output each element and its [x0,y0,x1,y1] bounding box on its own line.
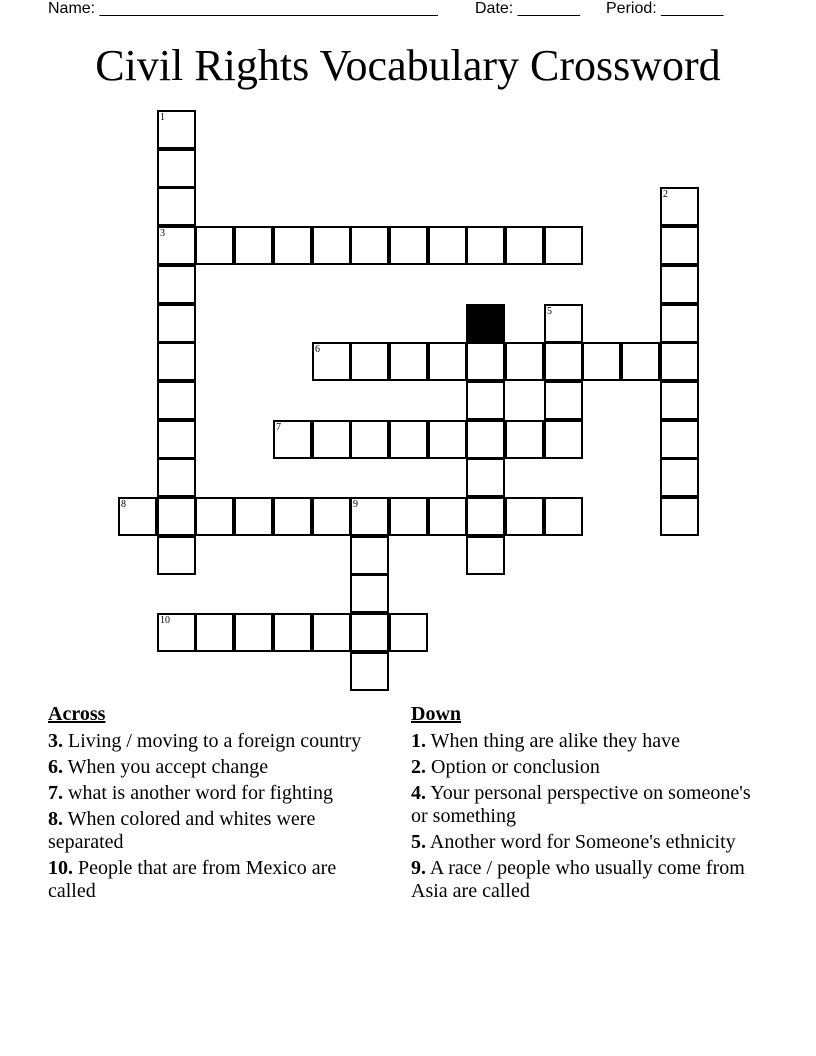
clue-text: Your personal perspective on someone's or something [411,782,751,827]
clue-number: 3. [48,730,63,752]
crossword-cell[interactable] [350,342,389,381]
clue-number: 8. [48,808,63,830]
date-field-label[interactable]: Date: _______ [475,0,580,17]
down-heading: Down [411,703,462,725]
clue-number: 9. [411,857,426,879]
crossword-cell[interactable] [389,497,428,536]
crossword-cell[interactable] [157,342,196,381]
crossword-cell[interactable] [195,613,234,652]
name-field-label[interactable]: Name: ______________________________________ [48,0,438,17]
cell-number: 3 [160,228,165,239]
crossword-cell[interactable] [273,613,312,652]
crossword-cell[interactable] [466,536,505,575]
crossword-cell[interactable] [389,226,428,265]
crossword-cell[interactable] [273,420,312,459]
crossword-cell[interactable] [505,497,544,536]
cell-number: 1 [160,112,165,123]
crossword-cell[interactable] [660,342,699,381]
crossword-black-cell [466,304,505,343]
clue-down-1 [411,730,751,753]
crossword-cell[interactable] [466,226,505,265]
cell-number: 8 [121,499,126,510]
crossword-cell[interactable] [505,420,544,459]
clue-across-6 [48,756,388,779]
clue-down-5 [411,831,751,854]
crossword-cell[interactable] [350,226,389,265]
clue-down-4 [411,782,751,828]
crossword-cell[interactable] [234,497,273,536]
crossword-cell[interactable] [157,149,196,188]
crossword-cell[interactable] [428,226,467,265]
crossword-cell[interactable] [505,342,544,381]
crossword-cell[interactable] [234,613,273,652]
crossword-cell[interactable] [544,226,583,265]
crossword-cell[interactable] [157,226,196,265]
crossword-cell[interactable] [582,342,621,381]
clue-text: Option or conclusion [426,756,600,778]
crossword-cell[interactable] [157,265,196,304]
crossword-cell[interactable] [157,420,196,459]
clue-number: 4. [411,782,426,804]
across-clues [48,702,388,906]
crossword-cell[interactable] [157,187,196,226]
cell-number: 6 [315,344,320,355]
crossword-cell[interactable] [660,420,699,459]
cell-number: 5 [547,306,552,317]
clue-number: 1. [411,730,426,752]
crossword-cell[interactable] [660,458,699,497]
across-heading: Across [48,703,106,725]
crossword-cell[interactable] [157,536,196,575]
crossword-cell[interactable] [660,226,699,265]
crossword-cell[interactable] [195,226,234,265]
crossword-cell[interactable] [312,497,351,536]
crossword-cell[interactable] [389,420,428,459]
clue-number: 7. [48,782,63,804]
crossword-cell[interactable] [157,458,196,497]
crossword-cell[interactable] [544,381,583,420]
crossword-cell[interactable] [466,458,505,497]
crossword-cell[interactable] [350,536,389,575]
down-clues [411,702,751,906]
crossword-cell[interactable] [621,342,660,381]
crossword-cell[interactable] [428,342,467,381]
cell-number: 10 [160,615,170,626]
clue-text: what is another word for fighting [63,782,333,804]
crossword-cell[interactable] [660,381,699,420]
page-title: Civil Rights Vocabulary Crossword [95,41,721,90]
clue-down-2 [411,756,751,779]
crossword-cell[interactable] [660,497,699,536]
crossword-cell[interactable] [312,420,351,459]
crossword-cell[interactable] [157,613,196,652]
clue-across-8 [48,808,388,854]
crossword-cell[interactable] [350,420,389,459]
clue-across-3 [48,730,388,753]
cell-number: 9 [353,499,358,510]
crossword-cell[interactable] [157,304,196,343]
clue-text: Living / moving to a foreign country [63,730,362,752]
crossword-cell[interactable] [273,226,312,265]
crossword-cell[interactable] [389,613,428,652]
cell-number: 4 [469,306,474,317]
clue-down-9 [411,857,751,903]
crossword-cell[interactable] [544,342,583,381]
crossword-cell[interactable] [660,265,699,304]
crossword-cell[interactable] [544,304,583,343]
crossword-cell[interactable] [312,226,351,265]
clue-text: When colored and whites were separated [48,808,316,853]
cell-number: 2 [663,189,668,200]
crossword-cell[interactable] [466,342,505,381]
crossword-cell[interactable] [312,613,351,652]
crossword-cell[interactable] [157,381,196,420]
clue-number: 5. [411,831,426,853]
crossword-cell[interactable] [312,342,351,381]
crossword-cell[interactable] [350,652,389,691]
clue-text: A race / people who usually come from Asia are called [411,857,745,902]
cell-number: 7 [276,422,281,433]
period-field-label[interactable]: Period: _______ [606,0,724,17]
clue-number: 2. [411,756,426,778]
crossword-cell[interactable] [118,497,157,536]
crossword-cell[interactable] [544,497,583,536]
clue-text: When thing are alike they have [426,730,680,752]
crossword-cell[interactable] [195,497,234,536]
crossword-cell[interactable] [466,497,505,536]
crossword-cell[interactable] [350,497,389,536]
crossword-cell[interactable] [544,420,583,459]
crossword-cell[interactable] [466,381,505,420]
crossword-cell[interactable] [157,110,196,149]
crossword-cell[interactable] [389,342,428,381]
clue-text: Another word for Someone's ethnicity [426,831,736,853]
crossword-cell[interactable] [660,187,699,226]
crossword-cell[interactable] [157,497,196,536]
clue-across-10 [48,857,388,903]
clue-number: 10. [48,857,73,879]
crossword-cell[interactable] [350,613,389,652]
crossword-cell[interactable] [273,497,312,536]
crossword-cell[interactable] [428,497,467,536]
crossword-cell[interactable] [234,226,273,265]
crossword-cell[interactable] [505,226,544,265]
clue-text: When you accept change [63,756,269,778]
clue-text: People that are from Mexico are called [48,857,337,902]
crossword-cell[interactable] [350,574,389,613]
crossword-cell[interactable] [428,420,467,459]
clue-across-7 [48,782,388,805]
crossword-cell[interactable] [660,304,699,343]
crossword-cell[interactable] [466,420,505,459]
clue-number: 6. [48,756,63,778]
